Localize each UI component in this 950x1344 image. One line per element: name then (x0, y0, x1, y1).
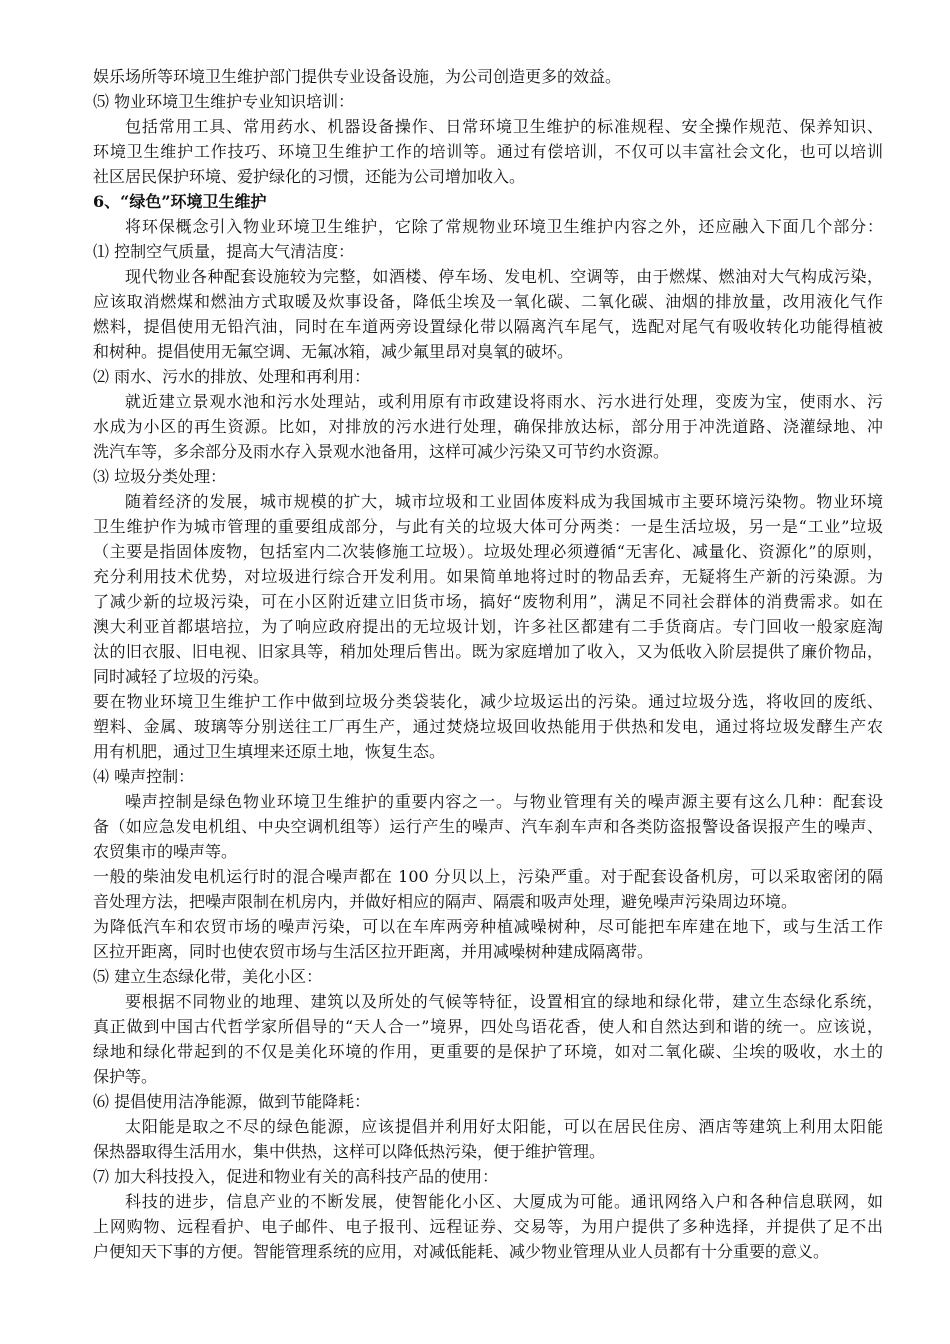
text-line: 澳大利亚首都堪培拉，为了响应政府提出的无垃圾计划，许多社区都建有二手货商店。专门回收一般家庭淘 (93, 617, 883, 636)
text-line: 太阳能是取之不尽的绿色能源，应该提倡并利用好太阳能，可以在居民住房、酒店等建筑上利用太阳能 (125, 1117, 883, 1136)
text-line: ⑸ 物业环境卫生维护专业知识培训： (93, 92, 355, 111)
text-line: ⑷ 噪声控制： (93, 767, 195, 786)
text-line: 一般的柴油发电机运行时的混合噪声都在 100 分贝以上，污染严重。对于配套设备机房，可以采取密闭的隔 (93, 867, 883, 886)
text-line: 社区居民保护环境、爱护绿化的习惯，还能为公司增加收入。 (93, 167, 526, 186)
text-line: ⑵ 雨水、污水的排放、处理和再利用： (93, 367, 371, 386)
text-line: 科技的进步，信息产业的不断发展，使智能化小区、大厦成为可能。通讯网络入户和各种信息联网，如 (125, 1192, 883, 1211)
text-line: 汰的旧衣服、旧电视、旧家具等，稍加处理后售出。既为家庭增加了收入，又为低收入阶层提供了廉价物品， (93, 642, 883, 661)
text-line: （主要是指固体废物，包括室内二次装修施工垃圾）。垃圾处理必须遵循“无害化、减量化、资源化”的原则， (93, 542, 883, 561)
text-line: 保热器取得生活用水，集中供热，这样可以降低热污染，便于维护管理。 (93, 1142, 606, 1161)
text-line: 区拉开距离，同时也使农贸市场与生活区拉开距离，并用减噪树种建成隔离带。 (93, 942, 654, 961)
text-line: 随着经济的发展，城市规模的扩大，城市垃圾和工业固体废料成为我国城市主要环境污染物。物业环境 (125, 492, 883, 511)
text-line: ⑹ 提倡使用洁净能源，做到节能降耗： (93, 1092, 371, 1111)
text-line: 音处理方法，把噪声限制在机房内，并做好相应的隔声、隔震和吸声处理，避免噪声污染周边环境。 (93, 892, 798, 911)
text-line: 充分利用技术优势，对垃圾进行综合开发利用。如果简单地将过时的物品丢弃，无疑将生产新的污染源。为 (93, 567, 883, 586)
text-line: 用有机肥，通过卫生填埋来还原土地，恢复生态。 (93, 742, 446, 761)
text-line: 上网购物、远程看护、电子邮件、电子报刊、远程证券、交易等，为用户提供了多种选择，并提供了足不出 (93, 1217, 883, 1236)
text-line: 备（如应急发电机组、中央空调机组等）运行产生的噪声、汽车刹车声和各类防盗报警设备误报产生的噪声、 (93, 817, 883, 836)
text-line: 同时减轻了垃圾的污染。 (93, 667, 270, 686)
text-line: 娱乐场所等环境卫生维护部门提供专业设备设施，为公司创造更多的效益。 (93, 67, 622, 86)
text-line: 燃料，提倡使用无铅汽油，同时在车道两旁设置绿化带以隔离汽车尾气，选配对尾气有吸收转化功能得植被 (93, 317, 883, 336)
text-line: 卫生维护作为城市管理的重要组成部分，与此有关的垃圾大体可分两类：一是生活垃圾，另一是“工业”垃圾 (93, 517, 883, 536)
text-line: 噪声控制是绿色物业环境卫生维护的重要内容之一。与物业管理有关的噪声源主要有这么几种：配套设 (125, 792, 883, 811)
text-line: 为降低汽车和农贸市场的噪声污染，可以在车库两旁种植减噪树种，尽可能把车库建在地下，或与生活工作 (93, 917, 883, 936)
text-line: 应该取消燃煤和燃油方式取暖及炊事设备，降低尘埃及一氧化碳、二氧化碳、油烟的排放量，改用液化气作 (93, 292, 883, 311)
text-line: 水成为小区的再生资源。比如，对排放的污水进行处理，确保排放达标，部分用于冲洗道路、浇灌绿地、冲 (93, 417, 883, 436)
text-line: 塑料、金属、玻璃等分别送往工厂再生产，通过焚烧垃圾回收热能用于供热和发电，通过将垃圾发酵生产农 (93, 717, 883, 736)
text-line: 了减少新的垃圾污染，可在小区附近建立旧货市场，搞好“废物利用”，满足不同社会群体的消费需求。如在 (93, 592, 883, 611)
text-line: ⑸ 建立生态绿化带，美化小区： (93, 967, 323, 986)
text-line: 户便知天下事的方便。智能管理系统的应用，对减低能耗、减少物业管理从业人员都有十分重要的意义。 (93, 1242, 830, 1261)
text-line: 要根据不同物业的地理、建筑以及所处的气候等特征，设置相宜的绿地和绿化带，建立生态绿化系统， (125, 992, 883, 1011)
text-line: ⑴ 控制空气质量，提高大气清洁度： (93, 242, 355, 261)
text-line: 绿地和绿化带起到的不仅是美化环境的作用，更重要的是保护了环境，如对二氧化碳、尘埃的吸收，水土的 (93, 1042, 883, 1061)
text-line: 洗汽车等，多余部分及雨水存入景观水池备用，这样可减少污染又可节约水资源。 (93, 442, 670, 461)
text-line: 现代物业各种配套设施较为完整，如酒楼、停车场、发电机、空调等，由于燃煤、燃油对大气构成污染， (125, 267, 883, 286)
text-line: 保护等。 (93, 1067, 158, 1086)
text-line: ⑺ 加大科技投入，促进和物业有关的高科技产品的使用： (93, 1167, 499, 1186)
section-heading: 6、“绿色”环境卫生维护 (93, 192, 267, 211)
text-line: 包括常用工具、常用药水、机器设备操作、日常环境卫生维护的标准规程、安全操作规范、保养知识、 (125, 117, 883, 136)
text-line: 农贸集市的噪声等。 (93, 842, 238, 861)
text-line: 和树种。提倡使用无氟空调、无氟冰箱，减少氟里昂对臭氧的破坏。 (93, 342, 574, 361)
text-line: 就近建立景观水池和污水处理站，或利用原有市政建设将雨水、污水进行处理，变废为宝，使雨水、污 (125, 392, 883, 411)
text-line: 要在物业环境卫生维护工作中做到垃圾分类袋装化，减少垃圾运出的污染。通过垃圾分选，将收回的废纸、 (93, 692, 883, 711)
document-page (93, 64, 883, 1264)
text-line: ⑶ 垃圾分类处理： (93, 467, 227, 486)
text-line: 真正做到中国古代哲学家所倡导的“天人合一”境界，四处鸟语花香，使人和自然达到和谐的统一。应该说， (93, 1017, 883, 1036)
text-line: 将环保概念引入物业环境卫生维护，它除了常规物业环境卫生维护内容之外，还应融入下面几个部分： (125, 217, 883, 236)
text-line: 环境卫生维护工作技巧、环境卫生维护工作的培训等。通过有偿培训，不仅可以丰富社会文化，也可以培训 (93, 142, 883, 161)
